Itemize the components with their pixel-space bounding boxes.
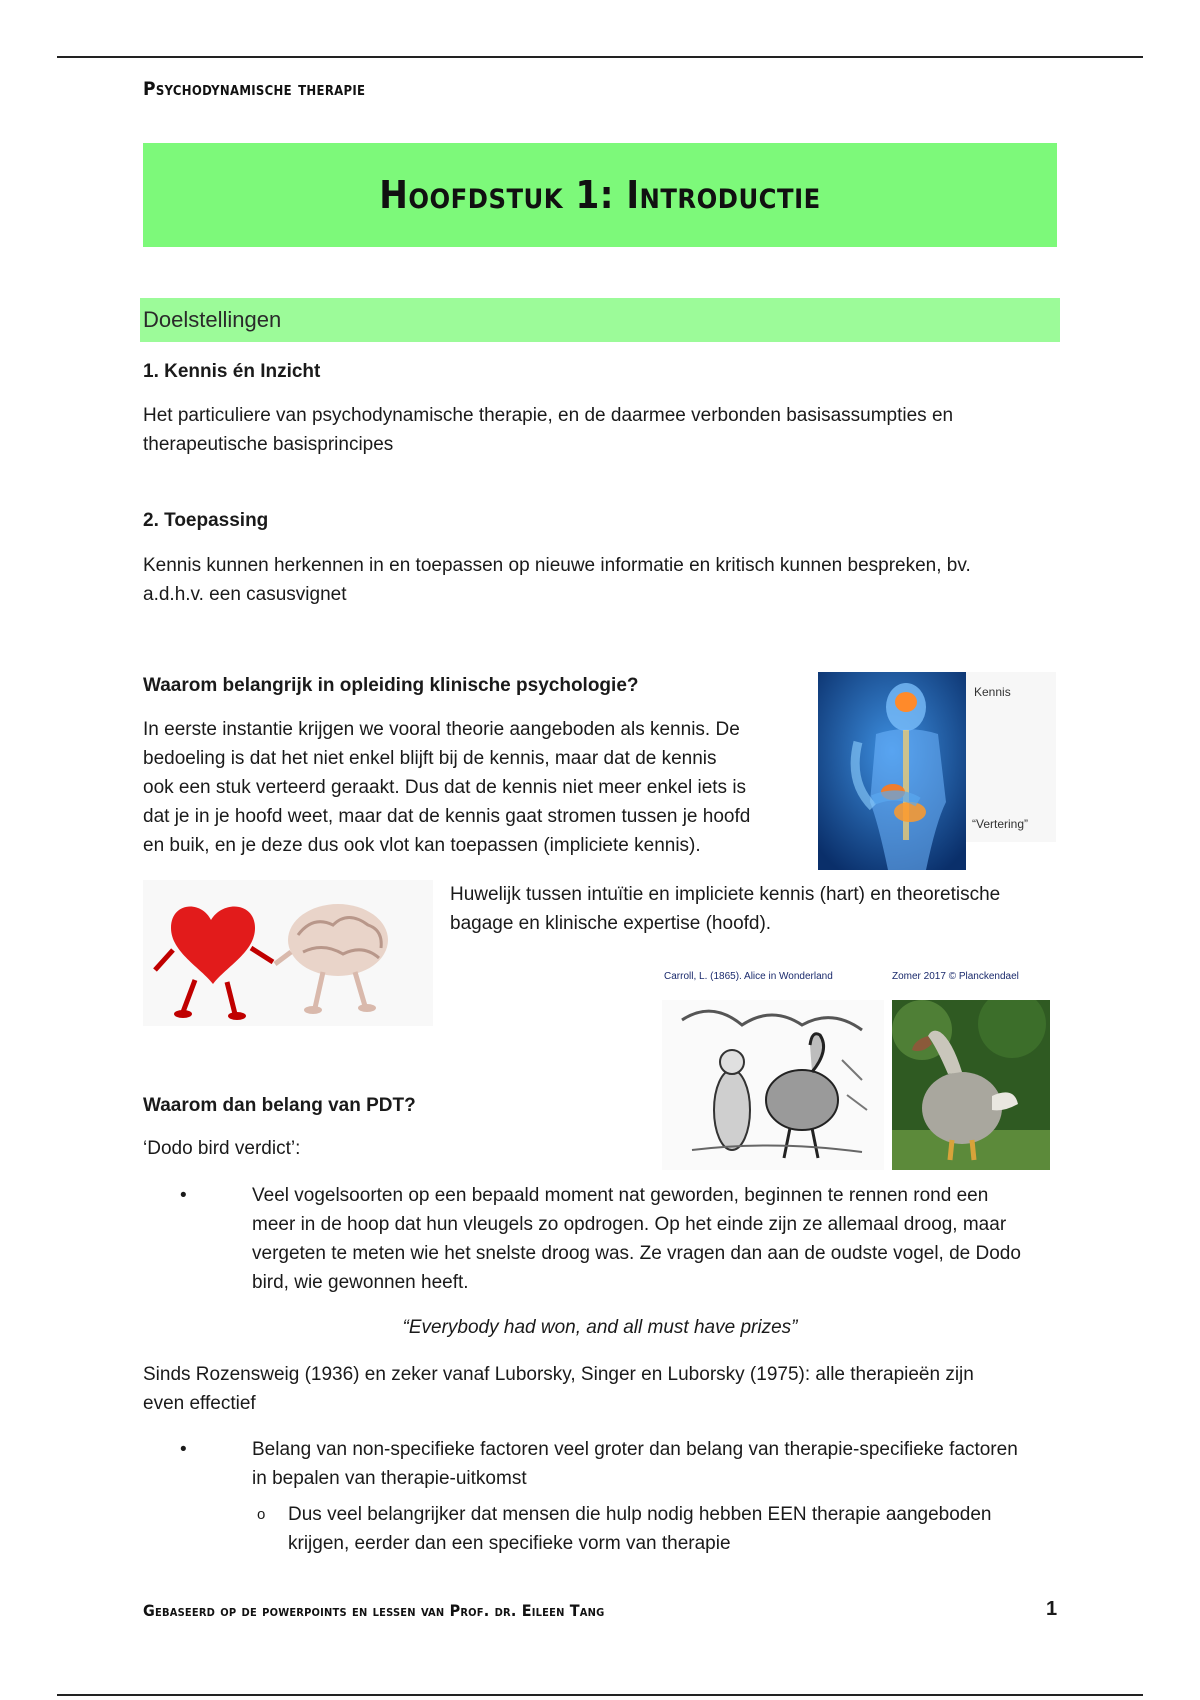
dodo-statue-image (892, 1000, 1050, 1170)
bullet-dodo-text (252, 1181, 1072, 1297)
chapter-banner (143, 143, 1057, 247)
vertering-label: “Vertering” (972, 817, 1029, 831)
running-head: Psychodynamische therapie (143, 78, 366, 100)
chapter-title: Hoofdstuk 1: Introductie (379, 173, 821, 217)
kennis-label: Kennis (974, 685, 1011, 699)
marriage-line: bagage en klinische expertise (hoofd). (450, 913, 772, 934)
bullet-glyph: • (180, 1439, 187, 1460)
why-important-line: In eerste instantie krijgen we vooral theorie aangeboden als kennis. De (143, 719, 740, 740)
bullet-line: vergeten te meten wie het snelste droog was. Ze vragen dan aan de oudste vogel, de Dodo (252, 1243, 1021, 1264)
dodo-verdict-label: ‘Dodo bird verdict’: (143, 1138, 301, 1159)
sub-bullet-text (288, 1500, 1040, 1558)
top-rule (57, 56, 1143, 58)
sub-bullet-line: Dus veel belangrijker dat mensen die hulp nodig hebben EEN therapie aangeboden (288, 1504, 992, 1525)
why-important-line: dat je in je hoofd weet, maar dat de kennis gaat stromen tussen je hoofd (143, 806, 751, 827)
goal-2-heading: 2. Toepassing (143, 510, 269, 531)
dodo-engraving-image (662, 1000, 884, 1170)
heart-brain-illustration (143, 880, 433, 1026)
body-figure-illustration (818, 672, 966, 870)
goal-2-text-line: a.d.h.v. een casusvignet (143, 584, 347, 605)
marriage-line: Huwelijk tussen intuïtie en impliciete kennis (hart) en theoretische (450, 884, 1001, 905)
heart-brain-image (143, 880, 433, 1026)
dodo-engraving-illustration (662, 1000, 884, 1170)
why-important-line: bedoeling is dat het niet enkel blijft bij de kennis, maar dat de kennis (143, 748, 717, 769)
goal-1-text-line: Het particuliere van psychodynamische therapie, en de daarmee verbonden basisassumpties en (143, 405, 954, 426)
goal-1-text-line: therapeutische basisprincipes (143, 434, 394, 455)
goal-1-heading: 1. Kennis én Inzicht (143, 361, 321, 382)
bullet-line: in bepalen van therapie-uitkomst (252, 1468, 527, 1489)
since-line: Sinds Rozensweig (1936) en zeker vanaf Luborsky, Singer en Luborsky (1975): alle therapieën zijn (143, 1364, 974, 1385)
sub-bullet-glyph: o (257, 1506, 266, 1523)
dodo-statue-illustration (892, 1000, 1050, 1170)
section-title: Doelstellingen (143, 307, 282, 332)
goal-2-text-line: Kennis kunnen herkennen in en toepassen op nieuwe informatie en kritisch kunnen bespreken, bv. (143, 555, 971, 576)
since-line: even effectief (143, 1393, 256, 1414)
bullet-nonspecific-text (252, 1435, 1072, 1493)
sub-bullet-line: krijgen, eerder dan een specifieke vorm van therapie (288, 1533, 731, 1554)
bullet-line: bird, wie gewonnen heeft. (252, 1272, 469, 1293)
why-important-heading: Waarom belangrijk in opleiding klinische psychologie? (143, 675, 639, 696)
section-band (140, 298, 1060, 342)
bullet-line: Veel vogelsoorten op een bepaald moment nat geworden, beginnen te rennen rond een (252, 1185, 989, 1206)
why-pdt-heading: Waarom dan belang van PDT? (143, 1095, 416, 1116)
bullet-line: Belang van non-specifieke factoren veel groter dan belang van therapie-specifieke factoren (252, 1439, 1018, 1460)
bottom-rule (57, 1694, 1143, 1696)
footer-credit: Gebaseerd op de powerpoints en lessen van Prof. dr. Eileen Tang (143, 1601, 605, 1620)
why-important-line: ook een stuk verteerd geraakt. Dus dat de kennis niet meer enkel iets is (143, 777, 747, 798)
body-digestion-image (818, 672, 966, 870)
bullet-line: meer in de hoop dat hun vleugels zo opdrogen. Op het einde zijn ze allemaal droog, maar (252, 1214, 1007, 1235)
page-number: 1 (1046, 1598, 1058, 1620)
bullet-glyph: • (180, 1185, 187, 1206)
why-important-line: en buik, en je deze dus ook vlot kan toepassen (impliciete kennis). (143, 835, 701, 856)
caption-planckendael: Zomer 2017 © Planckendael (892, 971, 1019, 982)
everybody-quote: “Everybody had won, and all must have prizes” (402, 1317, 798, 1338)
caption-carroll: Carroll, L. (1865). Alice in Wonderland (664, 971, 833, 982)
